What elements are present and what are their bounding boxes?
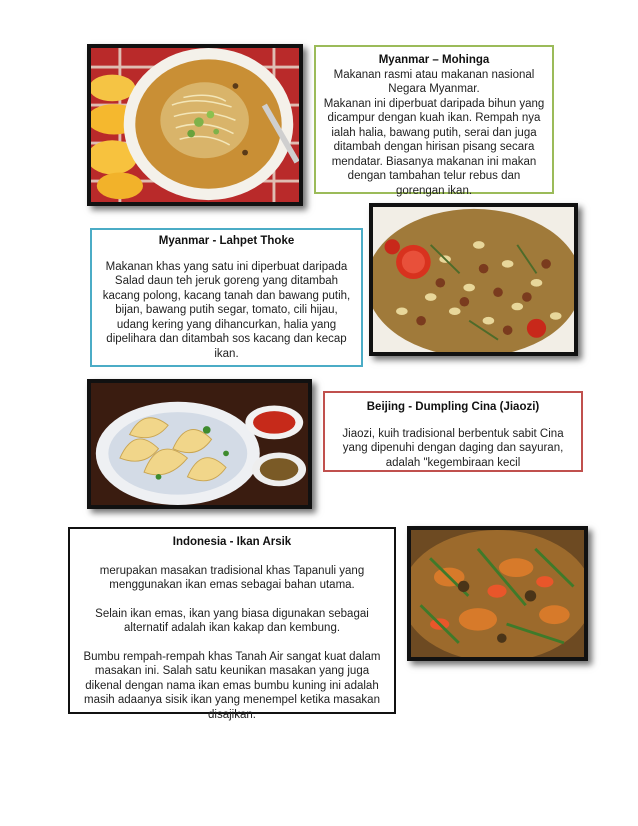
lahpet-description: Makanan khas yang satu ini diperbuat daripada Salad daun teh jeruk goreng yang ditambah kacang polong, kacang tanah dan bawang putih, bijan, bawang putih segar, tomato, cili hijau, udang kering yang dihancurkan, halia yang dipelihara dan ditambah sos kacang dan kecap ikan. — [102, 260, 351, 360]
jiaozi-description: Jiaozi, kuih tradisional berbentuk sabit Cina yang dipenuhi dengan daging dan sayuran, adalah "kegembiraan kecil — [342, 427, 564, 469]
arsik-title: Indonesia - Ikan Arsik — [172, 536, 292, 548]
lahpet-title: Myanmar - Lahpet Thoke — [158, 235, 295, 247]
jiaozi-photo — [87, 379, 312, 509]
mohinga-title: Myanmar – Mohinga — [378, 54, 490, 66]
arsik-photo — [407, 526, 588, 661]
jiaozi-title: Beijing - Dumpling Cina (Jiaozi) — [366, 401, 540, 413]
arsik-paragraph-1: merupakan masakan tradisional khas Tapanuli yang menggunakan ikan emas sebagai bahan utama. — [99, 564, 365, 591]
mohinga-description: Makanan rasmi atau makanan nasional Negara Myanmar. Makanan ini diperbuat daripada bihun yang dicampur dengan kuah ikan. Rempah nya ialah halia, bawang putih, serai dan juga ditambah dengan hirisan pisang secara mendatar. Biasanya makanan ini makan dengan tambahan telur rebus dan gorengan ikan. — [323, 68, 545, 197]
jiaozi-card — [323, 391, 583, 472]
arsik-paragraph-2: Selain ikan emas, ikan yang biasa digunakan sebagai alternatif adalah ikan kakap dan kembung. — [95, 607, 369, 634]
lahpet-card — [90, 228, 363, 367]
arsik-paragraph-3: Bumbu rempah-rempah khas Tanah Air sangat kuat dalam masakan ini. Salah satu keunikan masakan yang juga dikenal dengan nama ikan emas bumbu kuning ini adalah masih adaanya sisik ikan yang menempel ketika masakan disajikan. — [83, 650, 381, 721]
lahpet-photo — [369, 203, 578, 356]
mohinga-card — [314, 45, 554, 197]
mohinga-photo — [87, 44, 303, 206]
arsik-card — [68, 527, 396, 721]
